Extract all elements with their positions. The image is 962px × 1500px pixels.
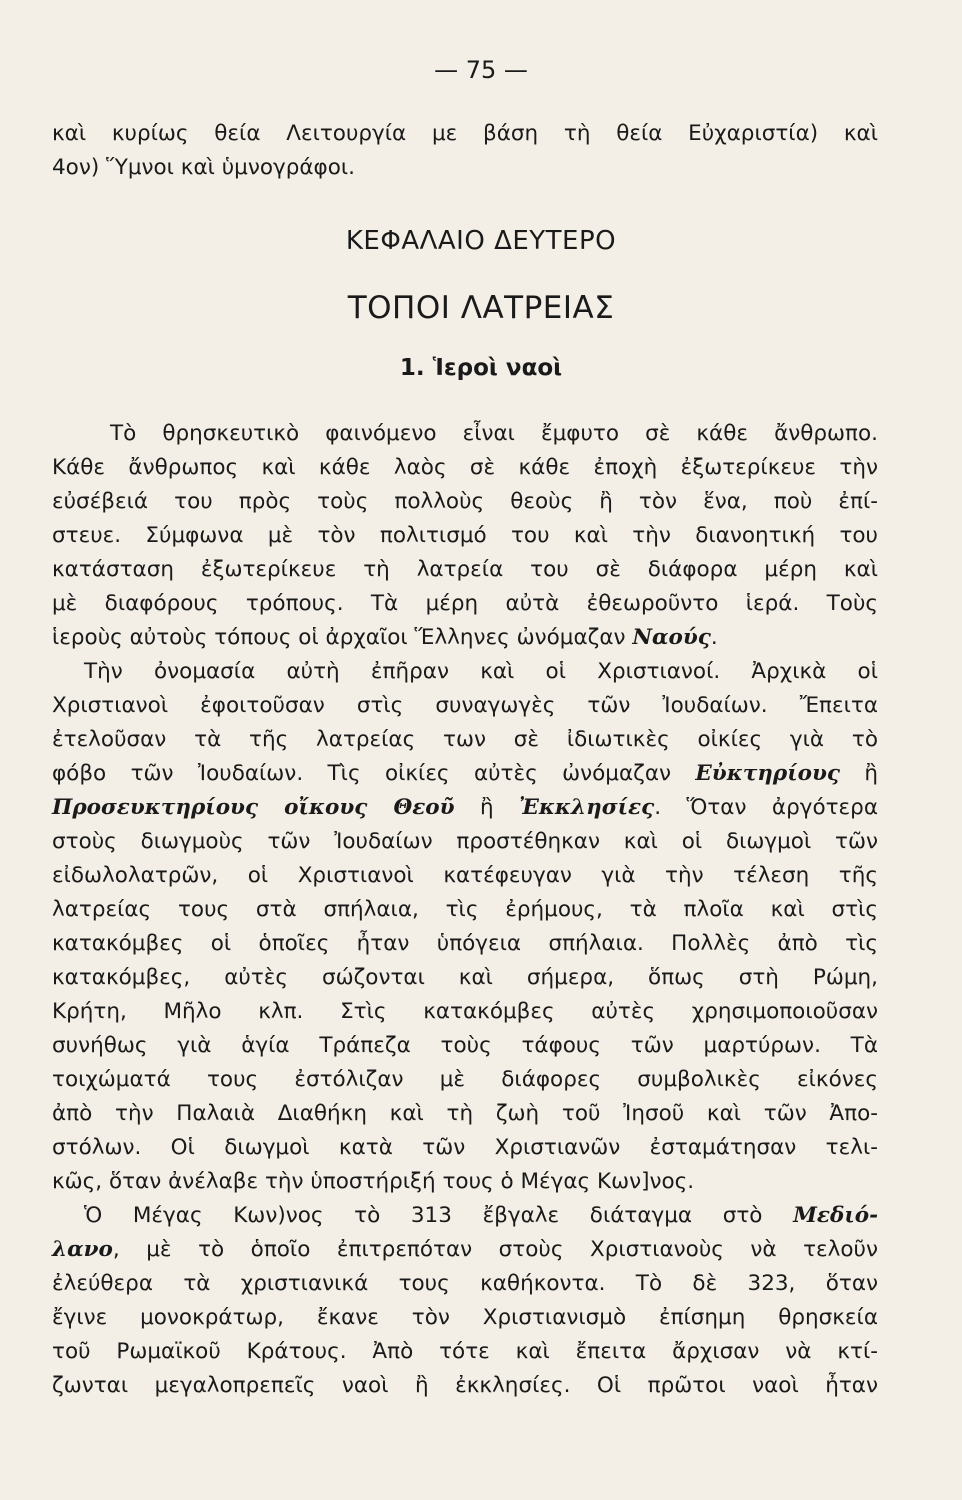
text-line: ἐτελοῦσαν τὰ τῆς λατρείας των σὲ ἰδιωτικὲς οἰκίες γιὰ τὸ <box>52 727 878 752</box>
text-line: Κρήτη, Μῆλο κλπ. Στὶς κατακόμβες αὐτὲς χρησιμοποιοῦσαν <box>52 999 878 1024</box>
text-line: Χριστιανοὶ ἐφοιτοῦσαν στὶς συναγωγὲς τῶν Ἰουδαίων. Ἔπειτα <box>52 693 878 718</box>
emphasis-euktirious: Εὐκτηρίους <box>695 761 840 786</box>
text-line: Κάθε ἄνθρωπος καὶ κάθε λαὸς σὲ κάθε ἐποχὴ ἐξωτερίκευε τὴν <box>52 455 878 480</box>
text-line: ἔγινε μονοκράτωρ, ἔκανε τὸν Χριστιανισμὸ ἐπίσημη θρησκεία <box>52 1305 878 1330</box>
emphasis-naous: Ναούς <box>632 625 711 650</box>
text-line: εὐσέβειά του πρὸς τοὺς πολλοὺς θεοὺς ἢ τὸν ἕνα, ποὺ ἐπί- <box>52 489 878 514</box>
emphasis-ekklisies: Ἐκκλησίες <box>519 795 655 820</box>
chapter-heading: ΚΕΦΑΛΑΙΟ ΔΕΥΤΕΡΟ <box>345 226 617 256</box>
text-line: Προσευκτηρίους οἴκους Θεοῦ ἢ Ἐκκλησίες. Ὅταν ἀργότερα <box>52 795 879 820</box>
text-line: συνήθως γιὰ ἁγία Τράπεζα τοὺς τάφους τῶν μαρτύρων. Τὰ <box>52 1033 878 1058</box>
text-line: ἀπὸ τὴν Παλαιὰ Διαθήκη καὶ τὴ ζωὴ τοῦ Ἰησοῦ καὶ τῶν Ἀπο- <box>52 1101 878 1126</box>
text-line: μὲ διαφόρους τρόπους. Τὰ μέρη αὐτὰ ἐθεωροῦντο ἱερά. Τοὺς <box>52 591 878 616</box>
text-line: Τὴν ὀνομασία αὐτὴ ἐπῆραν καὶ οἱ Χριστιανοί. Ἀρχικὰ οἱ <box>84 659 878 684</box>
section-title: 1. Ἱεροὶ ναοὶ <box>399 355 563 381</box>
text-line: στοὺς διωγμοὺς τῶν Ἰουδαίων προστέθηκαν καὶ οἱ διωγμοὶ τῶν <box>52 829 878 854</box>
text-line: 4ον) Ὕμνοι καὶ ὑμνογράφοι. <box>52 155 356 180</box>
text-line: Ὁ Μέγας Κων)νος τὸ 313 ἔβγαλε διάταγμα στὸ Μεδιό- <box>84 1203 878 1228</box>
page-number: — 75 — <box>434 56 528 84</box>
text-line: λατρείας τους στὰ σπήλαια, τὶς ἐρήμους, τὰ πλοῖα καὶ στὶς <box>52 897 878 922</box>
text-line: τοιχώματά τους ἐστόλιζαν μὲ διάφορες συμβολικὲς εἰκόνες <box>52 1067 878 1092</box>
text-line: φόβο τῶν Ἰουδαίων. Τὶς οἰκίες αὐτὲς ὠνόμαζαν Εὐκτηρίους ἢ <box>52 761 878 786</box>
text-line: τοῦ Ρωμαϊκοῦ Κράτους. Ἀπὸ τότε καὶ ἔπειτα ἄρχισαν νὰ κτί- <box>52 1339 878 1364</box>
text-line: καὶ κυρίως θεία Λειτουργία με βάση τὴ θεία Εὐχαριστία) καὶ <box>52 121 878 146</box>
chapter-title: ΤΟΠΟΙ ΛΑΤΡΕΙΑΣ <box>347 290 615 326</box>
text-line: ἱεροὺς αὐτοὺς τόπους οἱ ἀρχαῖοι Ἕλληνες ὠνόμαζαν Ναούς. <box>52 625 718 650</box>
emphasis-lano: λανο <box>52 1237 113 1262</box>
text-line: Τὸ θρησκευτικὸ φαινόμενο εἶναι ἔμφυτο σὲ κάθε ἄνθρωπο. <box>110 421 878 446</box>
text-line: λανο, μὲ τὸ ὁποῖο ἐπιτρεπόταν στοὺς Χριστιανοὺς νὰ τελοῦν <box>52 1237 878 1262</box>
text-line: ἐλεύθερα τὰ χριστιανικά τους καθήκοντα. Τὸ δὲ 323, ὅταν <box>52 1271 878 1296</box>
emphasis-proseuktirious: Προσευκτηρίους οἴκους Θεοῦ <box>52 795 455 820</box>
text-line: κατακόμβες, αὐτὲς σώζονται καὶ σήμερα, ὅπως στὴ Ρώμη, <box>52 965 878 990</box>
emphasis-mediolano: Μεδιό- <box>793 1203 878 1228</box>
text-line: κατάσταση ἐξωτερίκευε τὴ λατρεία του σὲ διάφορα μέρη καὶ <box>52 557 878 582</box>
text-line: κατακόμβες οἱ ὁποῖες ἦταν ὑπόγεια σπήλαια. Πολλὲς ἀπὸ τὶς <box>52 931 878 956</box>
text-line: ζωνται μεγαλοπρεπεῖς ναοὶ ἢ ἐκκλησίες. Οἱ πρῶτοι ναοὶ ἦταν <box>52 1373 878 1398</box>
text-line: στόλων. Οἱ διωγμοὶ κατὰ τῶν Χριστιανῶν ἐσταμάτησαν τελι- <box>52 1135 878 1160</box>
text-line: εἰδωλολατρῶν, οἱ Χριστιανοὶ κατέφευγαν γιὰ τὴν τέλεση τῆς <box>52 863 878 888</box>
text-line: κῶς, ὅταν ἀνέλαβε τὴν ὑποστήριξή τους ὁ Μέγας Κων]νος. <box>52 1169 695 1194</box>
text-line: στευε. Σύμφωνα μὲ τὸν πολιτισμό του καὶ τὴν διανοητική του <box>52 523 878 548</box>
